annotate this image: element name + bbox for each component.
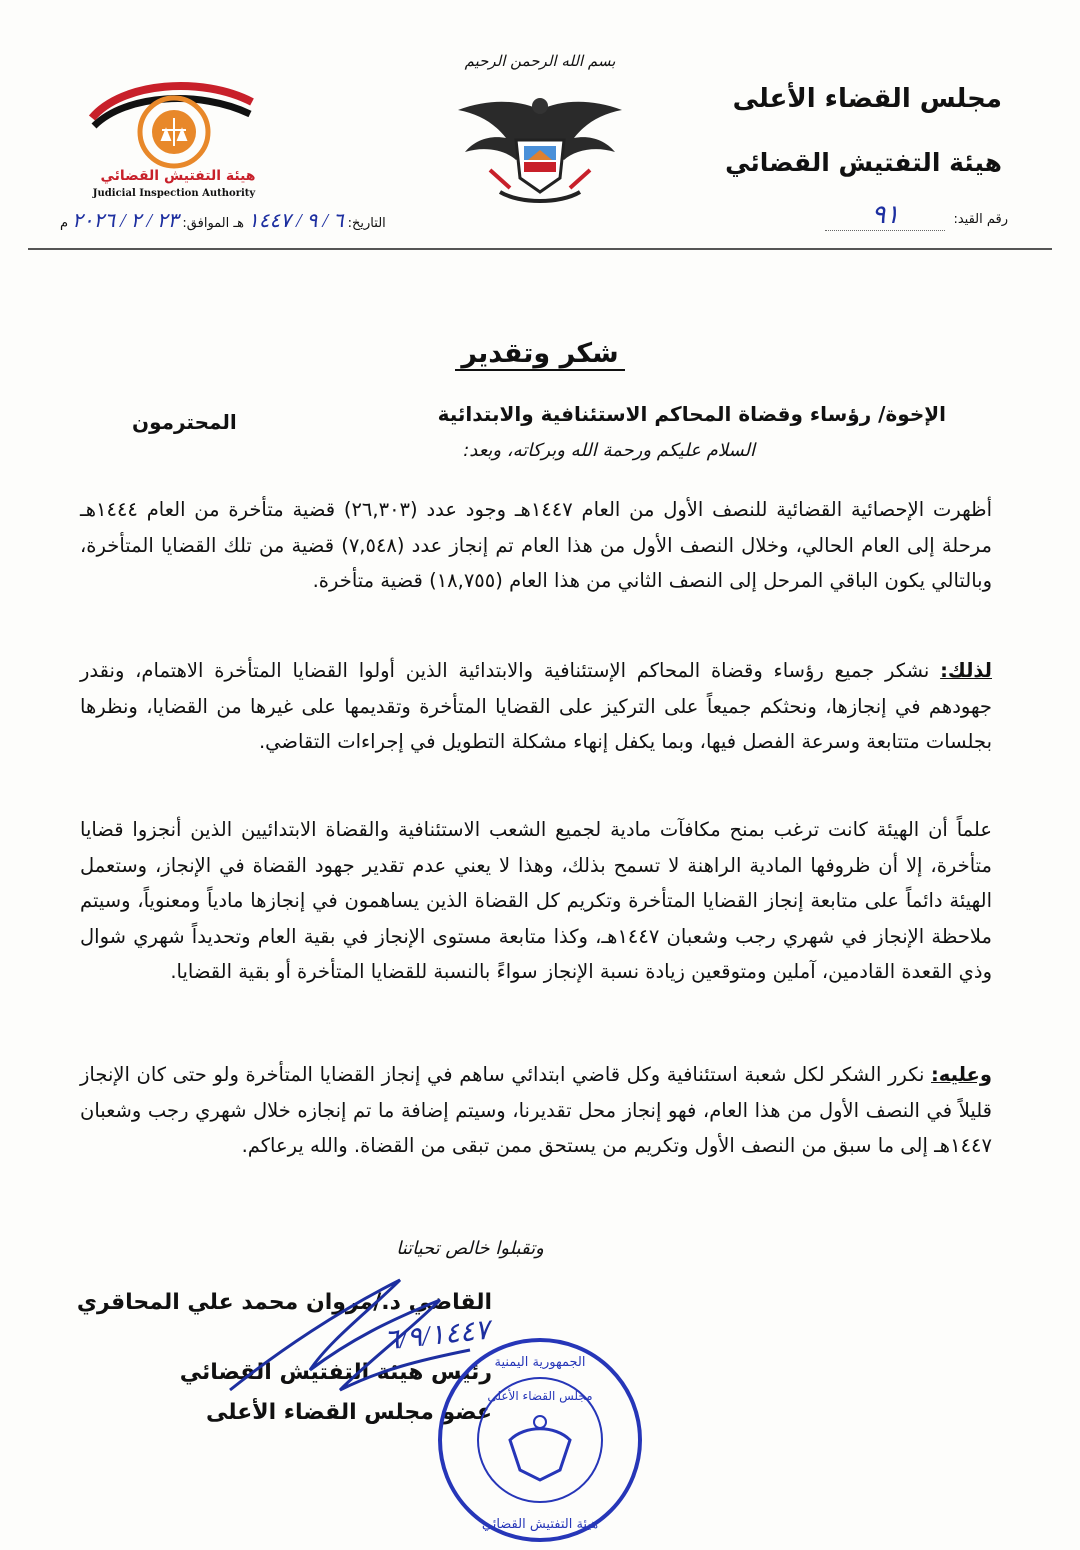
paragraph-rewards: علماً أن الهيئة كانت ترغب بمنح مكافآت مادية لجميع الشعب الاستئنافية والقضاة الابتدائيين الذين أنجزوا قضايا متأخرة، إلا أن ظروفها المادية الراهنة لا تسمح بذلك، وهذا لا يعني عدم تقدير جهود القضاة في الإنجاز، وستعمل الهيئة دائماً على متابعة إنجاز القضايا المتأخرة وتكريم كل القضاة الذين يساهمون في إنجازها مادياً ومعنوياً، وسيتم ملاحظة الإنجاز في شهري رجب وشعبان ١٤٤٧هـ، وكذا متابعة مستوى الإنجاز في بقية العام وتحديداً شهري شوال وذي القعدة القادمين، آملين ومتوقعين زيادة نسبة الإنجاز سواءً بالنسبة للقضايا المتأخرة أو بقية القضايا. — [80, 818, 992, 983]
reference-value: ٩١ — [825, 200, 945, 231]
judicial-inspection-logo-icon — [82, 72, 262, 202]
official-stamp-icon — [430, 1330, 650, 1550]
addressee: الإخوة/ رؤساء وقضاة المحاكم الاستئنافية والابتدائية — [437, 402, 946, 426]
paragraph-thanks-text: نشكر جميع رؤساء وقضاة المحاكم الإستئنافية والابتدائية الذين أولوا القضايا المتأخرة الاهتمام، ونقدر جهودهم في إنجازها، ونحثكم جميعاً على التركيز على القضايا المتأخرة وتقديمها على غيرها من القضايا، ونظرها بجلسات متتابعة وسرعة الفصل فيها، وبما يكفل إنهاء مشكلة التطويل في إجراءات التقاضي. — [80, 659, 992, 753]
paragraph-statistics: أظهرت الإحصائية القضائية للنصف الأول من العام ١٤٤٧هـ وجود عدد (٢٦,٣٠٣) قضية متأخرة من العام ١٤٤٤هـ مرحلة إلى العام الحالي، وخلال النصف الأول من هذا العام تم إنجاز عدد (٧,٥٤٨) قضية من تلك القضايا المتأخرة، وبالتالي يكون الباقي المرحل إلى النصف الثاني من هذا العام (١٨,٧٥٥) قضية متأخرة. — [80, 498, 992, 592]
honorific: المحترمون — [132, 410, 237, 434]
reference-label: رقم القيد: — [953, 212, 1008, 227]
paragraph-conclusion — [80, 1057, 992, 1164]
letter-title-text: شكر وتقدير — [455, 338, 624, 371]
council-name: مجلس القضاء الأعلى — [732, 84, 1002, 114]
closing-salutation: وتقبلوا خالص تحياتنا — [396, 1238, 544, 1259]
date-end: م — [60, 216, 69, 231]
paragraph-conclusion-text: نكرر الشكر لكل شعبة استئنافية وكل قاضي ابتدائي ساهم في إنجاز القضايا المتأخرة ولو حتى كان الإنجاز قليلاً في النصف الأول من هذا العام، فهو إنجاز محل تقديرنا، وسيتم إضافة ما تم إنجازه خلال شهري رجب وشعبان ١٤٤٧هـ إلى ما سبق من النصف الأول وتكريم من يستحق ممن تبقى من القضاة. والله يرعاكم. — [80, 1063, 992, 1157]
stamp-top-text: الجمهورية اليمنية — [494, 1355, 586, 1370]
yemen-eagle-emblem-icon — [450, 80, 630, 210]
date-line — [60, 208, 386, 233]
paragraph-thanks — [80, 653, 992, 760]
date-suffix: هـ الموافق: — [182, 216, 245, 231]
date-hijri: ٦ / ٩ / ١٤٤٧ — [248, 210, 344, 232]
logo-text-ar: هيئة التفتيش القضائي — [100, 168, 256, 184]
header-institution — [725, 82, 1002, 180]
signatory-role-2: عضو مجلس القضاء الأعلى — [205, 1400, 492, 1425]
reference-number — [825, 200, 1008, 231]
stamp-bottom-text: هيئة التفتيش القضائي — [481, 1517, 599, 1532]
paragraph-conclusion-lead: وعليه: — [931, 1063, 992, 1086]
greeting: السلام عليكم ورحمة الله وبركاته، وبعد: — [463, 440, 755, 461]
authority-name: هيئة التفتيش القضائي — [725, 148, 1002, 177]
signatory-role-1: رئيس هيئة التفتيش القضائي — [179, 1360, 492, 1385]
signatory-name: القاضي د./مروان محمد علي المحاقري — [76, 1290, 492, 1315]
basmala: بسم الله الرحمن الرحيم — [464, 52, 616, 70]
header-divider — [28, 248, 1052, 250]
paragraph-thanks-lead: لذلك: — [940, 659, 992, 682]
date-gregorian: ٢٣ / ٢ / ٢٠٢٦ — [72, 210, 179, 232]
handwritten-date: ٦/٩/١٤٤٧ — [382, 1314, 492, 1357]
letter-title — [0, 338, 1080, 369]
date-label: التاريخ: — [347, 216, 386, 231]
stamp-mid-text: مجلس القضاء الأعلى — [487, 1389, 593, 1403]
logo-text-en: Judicial Inspection Authority — [92, 188, 256, 199]
